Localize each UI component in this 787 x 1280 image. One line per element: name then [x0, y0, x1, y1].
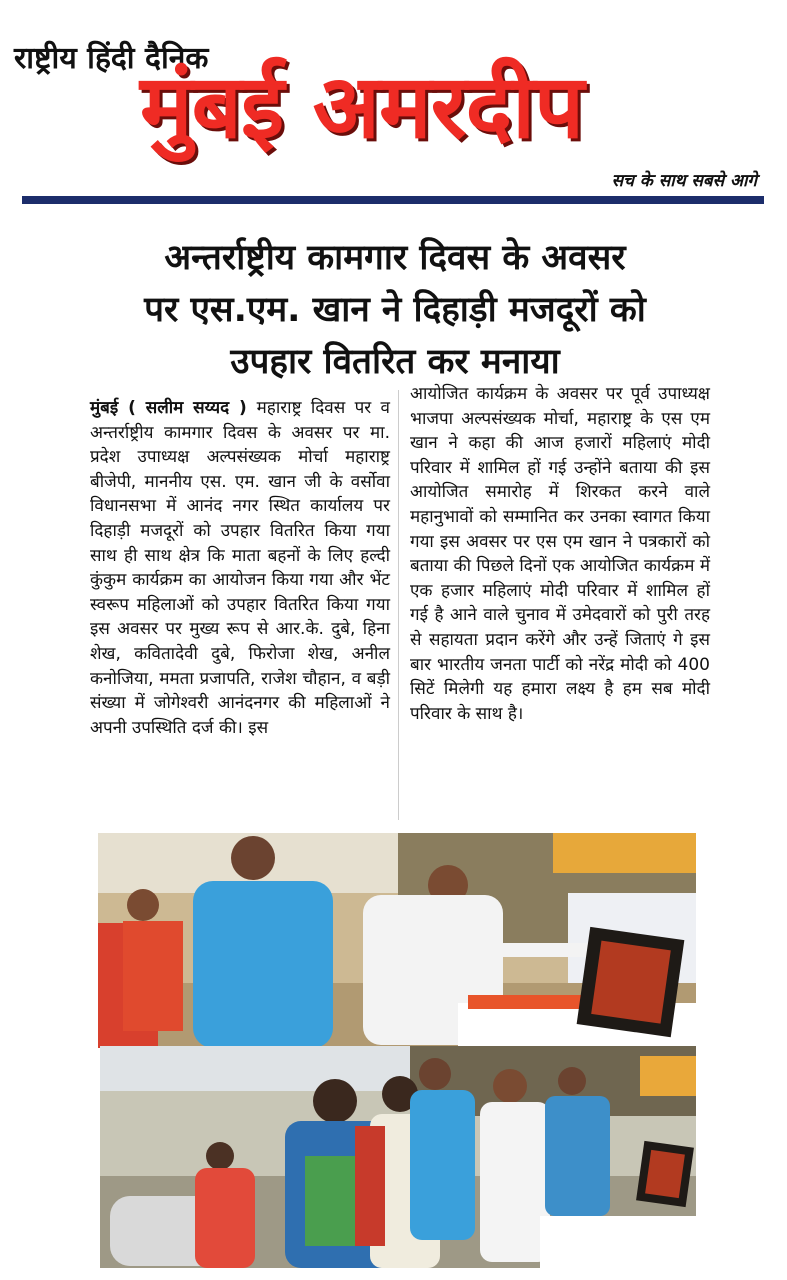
headline-line: अन्तर्राष्ट्रीय कामगार दिवस के अवसर	[164, 238, 626, 278]
event-photo-top-graphic	[98, 833, 696, 1048]
masthead-tagline: राष्ट्रीय हिंदी दैनिक	[14, 41, 209, 76]
event-photo-top	[98, 833, 696, 1048]
headline-line: उपहार वितरित कर मनाया	[230, 342, 560, 382]
article-column-right	[410, 382, 710, 726]
headline-line: पर एस.एम. खान ने दिहाड़ी मजदूरों को	[144, 290, 646, 330]
newspaper-logo: मुंबई अमरदीप	[140, 55, 584, 158]
event-photo-bottom-graphic	[100, 1046, 696, 1268]
article-column-left	[90, 396, 390, 740]
column-divider	[398, 390, 399, 820]
article-byline: मुंबई ( सलीम सय्यद )	[90, 398, 257, 418]
event-photo-bottom	[100, 1046, 696, 1268]
masthead-divider	[22, 196, 764, 204]
article-text-right: आयोजित कार्यक्रम के अवसर पर पूर्व उपाध्यक्ष भाजपा अल्पसंख्यक मोर्चा, महाराष्ट्र के एस एम खान ने कहा की आज हजारों महिलाएं मोदी परिवार में शामिल हों गई उन्होंने बताया की इस आयोजित समारोह में शिरकत करने वाले महानुभावों को सम्मानित कर उनका स्वागत किया गया इस अवसर पर एस एम खान ने पत्रकारों को बताया की पिछले दिनों एक आयोजित कार्यक्रम में एक हजार महिलाएं मोदी परिवार में शामिल हों गई है आने वाले चुनाव में उमेदवारों को पुरी तरह से सहायता प्रदान करेंगे और उन्हें जिताएं गे इस बार भारतीय जनता पार्टी को नरेंद्र मोदी को 400 सिटें मिलेगी यह हमारा लक्ष्य है हम सब मोदी परिवार के साथ है।	[410, 384, 710, 724]
article-headline	[70, 232, 720, 388]
masthead-slogan: सच के साथ सबसे आगे	[611, 171, 757, 191]
masthead	[0, 0, 787, 210]
article-text-left: महाराष्ट्र दिवस पर व अन्तर्राष्ट्रीय कामगार दिवस के अवसर पर मा. प्रदेश उपाध्यक्ष अल्पसंख्यक मोर्चा महाराष्ट्र बीजेपी, माननीय एस. एम. खान जी के वर्सोवा विधानसभा में आनंद नगर स्थित कार्यालय पर दिहाड़ी मजदूरों को उपहार वितरित किया गया साथ ही साथ क्षेत्र कि माता बहनों के लिए हल्दी कुंकुम कार्यक्रम का आयोजन किया गया और भेंट स्वरूप महिलाओं को उपहार वितरित किया गया इस अवसर पर मुख्य रूप से आर.के. दुबे, हिना शेख, कवितादेवी दुबे, फिरोजा शेख, अनील कनोजिया, ममता प्रजापति, राजेश चौहान, व बड़ी संख्या में जोगेश्वरी आनंदनगर की महिलाओं ने अपनी उपस्थिति दर्ज की। इस	[90, 398, 390, 738]
